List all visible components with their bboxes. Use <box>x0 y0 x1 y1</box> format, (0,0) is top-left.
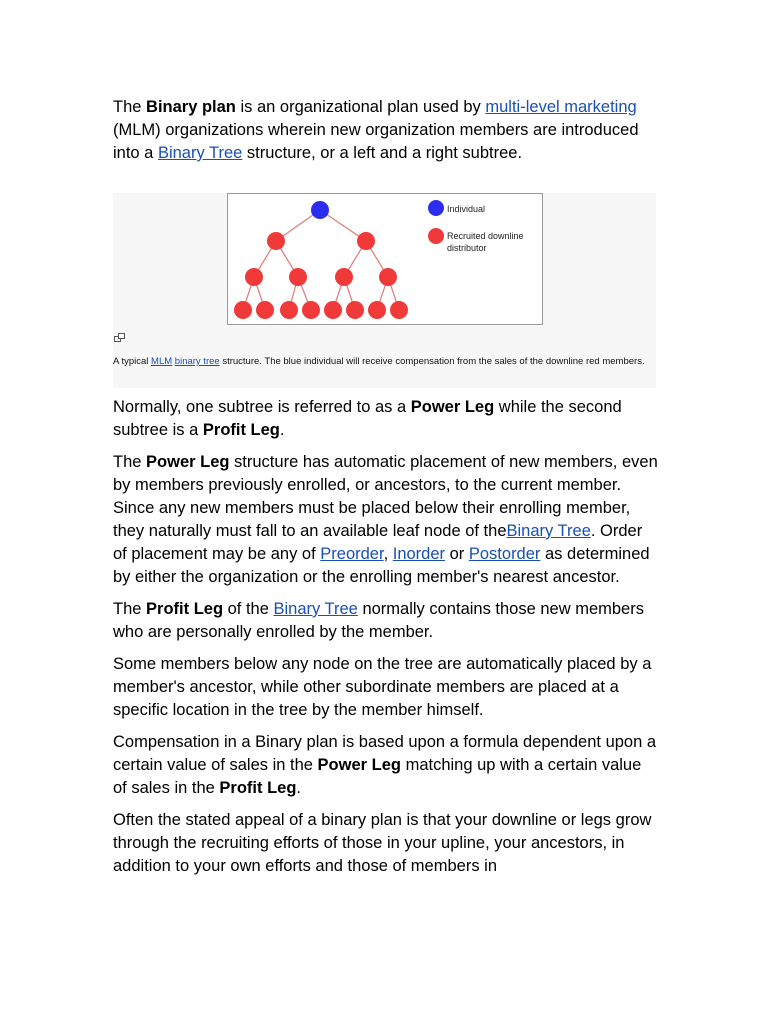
multi-level-marketing-link[interactable]: multi-level marketing <box>485 98 637 116</box>
legend-individual-swatch <box>428 200 444 216</box>
paragraph-profit-leg: The Profit Leg of the Binary Tree normally contains those new members who are personally enrolled by the member. <box>113 600 644 641</box>
binary-tree-link-3[interactable]: Binary Tree <box>273 600 358 618</box>
binary-tree-link-2[interactable]: Binary Tree <box>506 522 591 540</box>
tree-node <box>324 301 342 319</box>
legend-individual-label: Individual <box>447 204 486 214</box>
tree-node <box>234 301 252 319</box>
tree-node <box>368 301 386 319</box>
tree-node <box>346 301 364 319</box>
paragraph-compensation: Compensation in a Binary plan is based upon a formula dependent upon a certain value of sales in the Power Leg matching up with a certain value of sales in the Profit Leg. <box>113 733 657 797</box>
tree-node <box>256 301 274 319</box>
preorder-link[interactable]: Preorder <box>320 545 384 563</box>
paragraph-legs: Normally, one subtree is referred to as a Power Leg while the second subtree is a Profit Leg. <box>113 398 622 439</box>
intro-block <box>113 96 658 165</box>
inorder-link[interactable]: Inorder <box>392 545 446 563</box>
postorder-link[interactable]: Postorder <box>468 545 541 563</box>
figure-frame <box>228 194 543 325</box>
legend-recruited-label-line1: Recruited downline <box>447 231 524 241</box>
paragraph-power-leg: The Power Leg structure has automatic placement of new members, even by members previously enrolled, or ancestors, to the current member. Since any new members must be placed below their enrolling member, they naturally must fall to an available leaf node of theBinary Tree. Order of placement may be any of Preorder, Inorder or Postorder as determined by either the organization or the enrolling member's nearest ancestor. <box>113 453 658 586</box>
figure-caption: A typical MLM binary tree structure. The blue individual will receive compensation from the sales of the downline red members. <box>113 356 645 367</box>
tree-node <box>357 232 375 250</box>
legend-recruited-swatch <box>428 228 444 244</box>
binary-tree-link[interactable]: Binary Tree <box>157 144 243 162</box>
individual-node <box>311 201 329 219</box>
binary-tree-caption-link[interactable]: binary tree <box>174 356 220 367</box>
tree-node <box>379 268 397 286</box>
intro-paragraph: The Binary plan is an organizational plan used by multi-level marketing (MLM) organizations wherein new organization members are introduced into a Binary Tree structure, or a left and a right subtree. <box>113 98 639 162</box>
enlarge-icon[interactable] <box>114 333 125 342</box>
tree-node <box>245 268 263 286</box>
paragraph-placement: Some members below any node on the tree are automatically placed by a member's ancestor, while other subordinate members are placed at a specific location in the tree by the member himself. <box>113 655 652 719</box>
article-body <box>113 396 658 878</box>
tree-node <box>267 232 285 250</box>
tree-node <box>289 268 307 286</box>
legend-recruited-label-line2: distributor <box>447 243 487 253</box>
tree-node <box>280 301 298 319</box>
tree-node <box>302 301 320 319</box>
paragraph-appeal: Often the stated appeal of a binary plan is that your downline or legs grow through the recruiting efforts of those in your upline, your ancestors, in addition to your own efforts and those of members in <box>113 811 652 875</box>
mlm-link[interactable]: MLM <box>151 356 173 367</box>
tree-node <box>335 268 353 286</box>
binary-tree-figure <box>113 193 658 333</box>
tree-node <box>390 301 408 319</box>
